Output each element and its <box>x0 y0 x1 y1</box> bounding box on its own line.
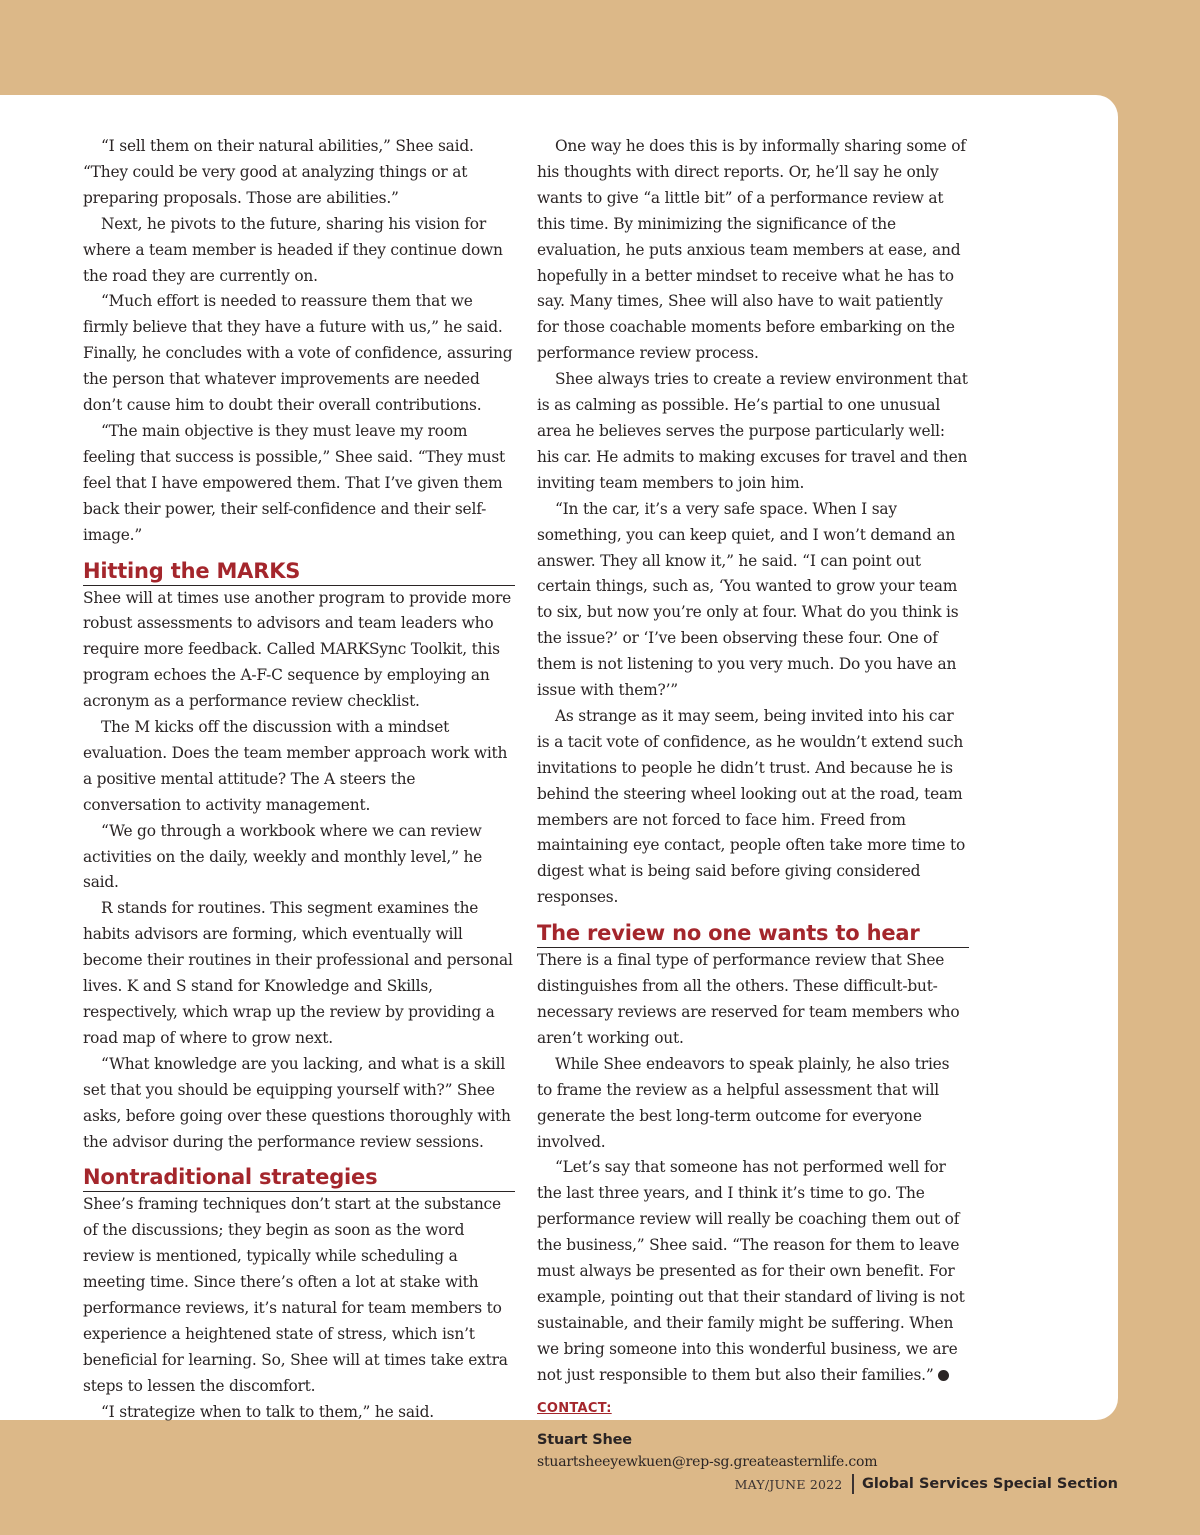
section-heading-review: The review no one wants to hear <box>537 911 969 948</box>
body-paragraph <box>537 1155 969 1388</box>
page-footer <box>735 1474 1118 1494</box>
body-paragraph: Next, he pivots to the future, sharing his vision for where a team member is headed if they continue down the road they are currently on. <box>83 214 503 285</box>
issue-date: MAY/JUNE 2022 <box>734 1476 843 1492</box>
body-paragraph: “Much effort is needed to reassure them that we firmly believe that they have a future with us,” he said. Finally, he concludes with a vote of confidence, assuring the person that whatever improvements are needed don’t cause him to doubt their overall contributions. <box>83 292 513 415</box>
body-paragraph: “I strategize when to talk to them,” he said. <box>101 1402 434 1421</box>
body-paragraph: “In the car, it’s a very safe space. When I say something, you can keep quiet, and I won’t demand an answer. They all know it,” he said. “I can point out certain things, such as, ‘You wanted to grow your team to six, but now you’re only at four. What do you think is the issue?’ or ‘I’ve been observing these four. One of them is not listening to you very much. Do you have an issue with them?’” <box>537 499 959 700</box>
body-paragraph: “What knowledge are you lacking, and what is a skill set that you should be equipping yourself with?” Shee asks, before going over these questions thoroughly with the advisor during the performance review sessions. <box>83 1054 511 1151</box>
left-column <box>83 134 515 1426</box>
contact-label: CONTACT: <box>537 1400 612 1416</box>
section-heading-nontraditional: Nontraditional strategies <box>83 1155 515 1192</box>
contact-name: Stuart Shee <box>537 1431 632 1448</box>
body-paragraph: R stands for routines. This segment examines the habits advisors are forming, which eventually will become their routines in their professional and personal lives. K and S stand for Knowledge and Skills, respectively, which wrap up the review by providing a road map of where to grow next. <box>83 899 513 1047</box>
right-column <box>537 134 969 1473</box>
section-heading-marks: Hitting the MARKS <box>83 549 515 586</box>
body-paragraph: “I sell them on their natural abilities,” Shee said. “They could be very good at analyzing things or at preparing proposals. Those are abilities.” <box>83 137 474 207</box>
section-name: Global Services Special Section <box>861 1476 1118 1492</box>
footer-divider <box>852 1474 854 1494</box>
end-mark-icon <box>938 1370 949 1381</box>
body-paragraph: One way he does this is by informally sharing some of his thoughts with direct reports. Or, he’ll say he only wants to give “a little bit” of a performance review at this time. By minimizing the significance of the evaluation, he puts anxious team members at ease, and hopefully in a better mindset to receive what he has to say. Many times, Shee will also have to wait patiently for those coachable moments before embarking on the performance review process. <box>537 137 966 363</box>
body-paragraph: “We go through a workbook where we can review activities on the daily, weekly and monthly level,” he said. <box>83 821 483 892</box>
body-paragraph: Shee always tries to create a review environment that is as calming as possible. He’s partial to one unusual area he believes serves the purpose particularly well: his car. He admits to making excuses for travel and then inviting team members to join him. <box>537 370 968 492</box>
body-paragraph: Shee will at times use another program to provide more robust assessments to advisors and team leaders who require more feedback. Called MARKSync Toolkit, this program echoes the A-F-C sequence by employing an acronym as a performance review checklist. <box>83 588 512 711</box>
contact-email: stuartsheeyewkuen@rep-sg.greateasternlife.com <box>537 1453 878 1470</box>
body-paragraph: While Shee endeavors to speak plainly, he also tries to frame the review as a helpful assessment that will generate the best long-term outcome for everyone involved. <box>537 1054 950 1151</box>
body-paragraph: As strange as it may seem, being invited into his car is a tacit vote of confidence, as he wouldn’t extend such invitations to people he didn’t trust. And because he is behind the steering wheel looking out at the road, team members are not forced to face him. Freed from maintaining eye contact, people often take more time to digest what is being said before giving considered responses. <box>537 706 966 907</box>
body-paragraph: Shee’s framing techniques don’t start at the substance of the discussions; they begin as soon as the word review is mentioned, typically while scheduling a meeting time. Since there’s often a lot at stake with performance reviews, it’s natural for team members to experience a heightened state of stress, which isn’t beneficial for learning. So, Shee will at times take extra steps to lessen the discomfort. <box>83 1195 508 1395</box>
body-paragraph: There is a final type of performance review that Shee distinguishes from all the others. These difficult-but-necessary reviews are reserved for team members who aren’t working out. <box>537 951 960 1047</box>
body-paragraph: The M kicks off the discussion with a mindset evaluation. Does the team member approach work with a positive mental attitude? The A steers the conversation to activity management. <box>83 718 508 814</box>
body-paragraph: “The main objective is they must leave my room feeling that success is possible,” Shee said. “They must feel that I have empowered them. That I’ve given them back their power, their self-confidence and their self-image.” <box>83 421 506 544</box>
closing-quote-text: “Let’s say that someone has not performed well for the last three years, and I think it’s time to go. The performance review will really be coaching them out of the business,” Shee said. “The reason for them to leave must always be presented as for their own benefit. For example, pointing out that their standard of living is not sustainable, and their family might be suffering. When we bring someone into this wonderful business, we are not just responsible to them but also their families.” <box>537 1158 965 1384</box>
